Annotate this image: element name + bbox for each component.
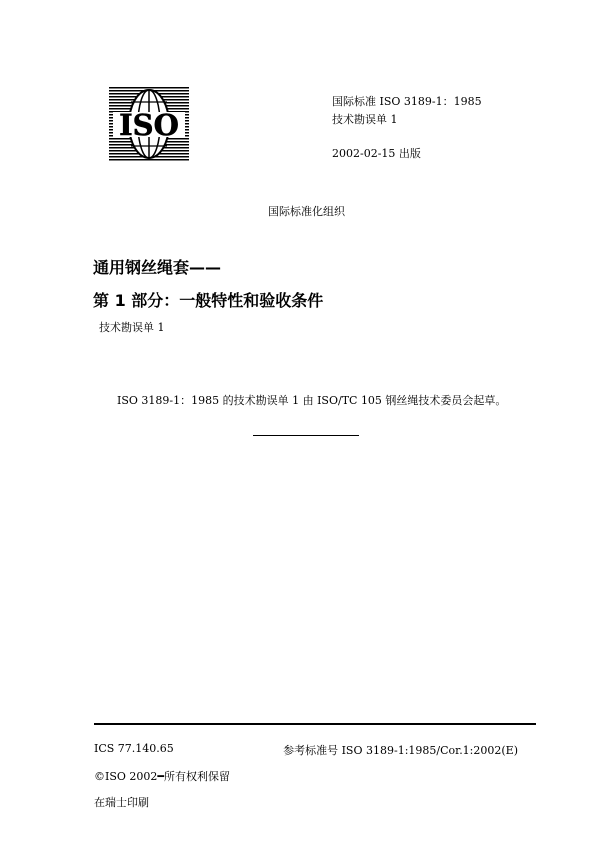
separator-rule	[253, 435, 359, 436]
ics-code: ICS 77.140.65	[94, 742, 174, 755]
iso-logo	[109, 87, 189, 161]
iso-logo-text: ISO	[119, 108, 179, 142]
copyright-notice: ©ISO 2002━所有权利保留	[94, 770, 231, 783]
corrigendum-label: 技术勘误单 1	[332, 113, 398, 126]
printed-in: 在瑞士印刷	[94, 796, 149, 809]
organization-name: 国际标准化组织	[268, 205, 345, 218]
body-paragraph: ISO 3189-1：1985 的技术勘误单 1 由 ISO/TC 105 钢丝绳技术委员会起草。	[117, 394, 507, 407]
footer-rule	[94, 723, 536, 725]
document-part-title: 第 1 部分：一般特性和验收条件	[93, 291, 324, 310]
iso-globe-icon	[109, 87, 189, 161]
publication-date: 2002-02-15 出版	[332, 147, 421, 160]
document-title: 通用钢丝绳套——	[93, 258, 222, 277]
standard-reference: 国际标准 ISO 3189-1：1985	[332, 95, 482, 108]
reference-number: 参考标准号 ISO 3189-1:1985/Cor.1:2002(E)	[283, 744, 518, 757]
document-subtitle: 技术勘误单 1	[99, 321, 165, 334]
